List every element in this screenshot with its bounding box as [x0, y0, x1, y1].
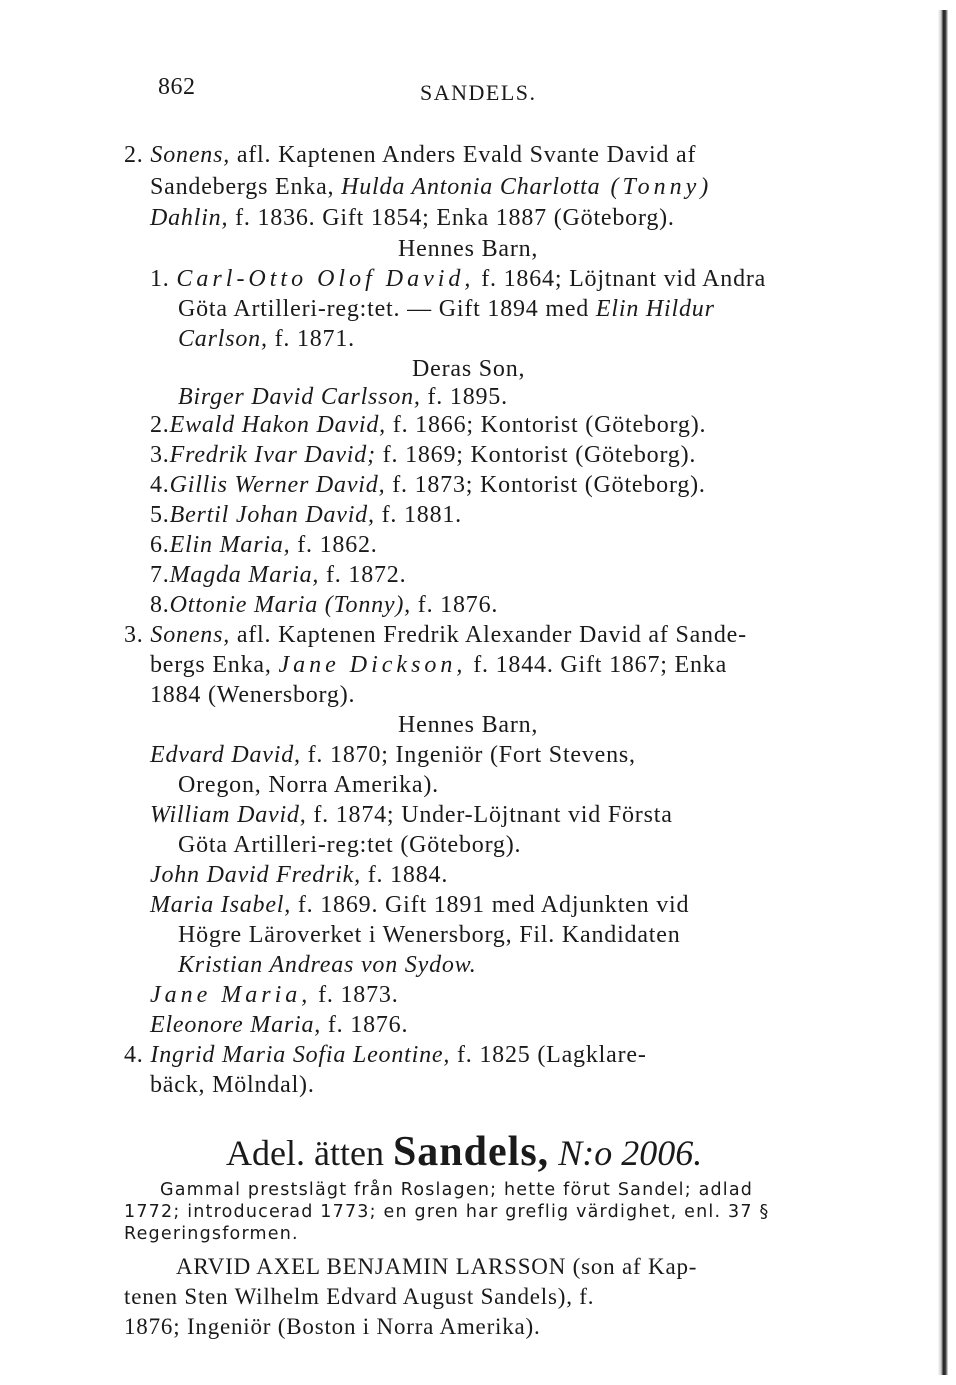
entry-text: f. 1836. Gift 1854; Enka 1887 (Göteborg).	[228, 205, 675, 231]
edvard-line-1	[150, 742, 636, 769]
maria-line-2: Högre Läroverket i Wenersborg, Fil. Kandidaten	[178, 922, 681, 948]
child-1-line-3	[178, 326, 355, 353]
edvard-line-2: Oregon, Norra Amerika).	[178, 772, 439, 798]
person-name: Kristian Andreas von Sydow.	[178, 952, 477, 978]
description-line-3: Regeringsformen.	[124, 1224, 299, 1244]
entry-text: Göta Artilleri-reg:tet. — Gift 1894 med	[178, 296, 596, 322]
maria-line-1	[150, 892, 689, 919]
entry-2-line-2	[150, 174, 712, 201]
person-name: Eleonore Maria,	[150, 1012, 322, 1038]
jane-line	[150, 982, 399, 1009]
page-edge-bar	[938, 10, 948, 1375]
entry-number: 4.	[124, 1042, 144, 1068]
entry-text: afl. Kaptenen Anders Evald Svante David af	[230, 142, 697, 168]
eleonore-line	[150, 1012, 408, 1039]
entry-text: f. 1870; Ingeniör (Fort Stevens,	[300, 742, 636, 768]
arvid-line-3: 1876; Ingeniör (Boston i Norra Amerika).	[124, 1314, 541, 1339]
entry-2-line-3	[150, 205, 675, 232]
children-heading: Hennes Barn,	[398, 236, 539, 262]
person-name: Maria Isabel,	[150, 892, 292, 918]
child-1-line-1	[150, 266, 766, 293]
entry-text: f. 1874; Under-Löjtnant vid Första	[306, 802, 673, 828]
william-line-2: Göta Artilleri-reg:tet (Göteborg).	[178, 832, 522, 858]
maria-line-3	[178, 952, 477, 979]
person-name: Fredrik Ivar David;	[169, 442, 376, 468]
entry-3-line-3: 1884 (Wenersborg).	[150, 682, 356, 708]
entry-3-line-2	[150, 652, 727, 679]
entry-text: f. 1873; Kontorist (Göteborg).	[385, 472, 706, 498]
child-8-line	[150, 592, 498, 619]
child-number: 5.	[150, 502, 170, 528]
child-1-line-2	[178, 296, 715, 323]
entry-text: f. 1866; Kontorist (Göteborg).	[385, 412, 707, 438]
page-number: 862	[158, 74, 196, 100]
text: Sandebergs Enka,	[150, 174, 342, 200]
child-6-line	[150, 532, 378, 559]
child-5-line	[150, 502, 462, 529]
entry-text: f. 1871.	[267, 326, 355, 352]
person-name: William David,	[150, 802, 307, 828]
person-name: John David Fredrik,	[150, 862, 361, 888]
family-name: Sandels,	[392, 1129, 550, 1175]
arvid-line-2: tenen Sten Wilhelm Edvard August Sandels), f.	[124, 1284, 595, 1309]
child-7-line	[150, 562, 406, 589]
child-number: 1.	[150, 266, 170, 292]
person-name: Hulda Antonia Charlotta	[341, 174, 601, 200]
entry-text: f. 1844. Gift 1867; Enka	[466, 652, 728, 678]
child-number: 8.	[150, 592, 170, 618]
entry-text: f. 1881.	[374, 502, 462, 528]
child-2-line	[150, 412, 706, 439]
child-number: 6.	[150, 532, 170, 558]
nickname: (Tonny)	[600, 174, 713, 200]
page-title: SANDELS.	[420, 80, 537, 105]
person-name: Elin Hildur	[595, 296, 715, 322]
person-name: Magda Maria,	[169, 562, 320, 588]
person-name: Birger David Carlsson,	[178, 384, 421, 410]
person-name: Elin Maria,	[169, 532, 291, 558]
person-name: Dahlin,	[150, 205, 229, 231]
description-line-2: 1772; introducerad 1773; en gren har greflig värdighet, enl. 37 §	[124, 1202, 770, 1222]
entry-number: 3.	[124, 622, 144, 648]
person-name: Gillis Werner David,	[169, 472, 386, 498]
person-name: Carlson,	[178, 326, 268, 352]
description-line-1: Gammal prestslägt från Roslagen; hette förut Sandel; adlad	[160, 1180, 754, 1200]
entry-text: f. 1873.	[311, 982, 399, 1008]
children-heading: Hennes Barn,	[398, 712, 539, 738]
entry-label: Sonens,	[150, 622, 231, 648]
entry-text: f. 1869. Gift 1891 med Adjunkten vid	[291, 892, 690, 918]
entry-text: f. 1825 (Lagklare-	[450, 1042, 647, 1068]
child-4-line	[150, 472, 706, 499]
entry-text: f. 1862.	[290, 532, 378, 558]
entry-text: f. 1869; Kontorist (Göteborg).	[375, 442, 697, 468]
family-number: N:o 2006.	[549, 1133, 703, 1173]
entry-text: f. 1876.	[410, 592, 499, 618]
entry-text: f. 1895.	[420, 384, 508, 410]
entry-text: f. 1864; Löjtnant vid Andra	[474, 266, 767, 292]
john-line	[150, 862, 448, 889]
child-number: 3.	[150, 442, 170, 468]
person-name: Carl-Otto Olof David,	[176, 266, 475, 292]
person-name: Ewald Hakon David,	[169, 412, 386, 438]
child-number: 4.	[150, 472, 170, 498]
text: bergs Enka,	[150, 652, 279, 678]
son-heading: Deras Son,	[412, 356, 526, 382]
person-name: Bertil Johan David,	[169, 502, 375, 528]
entry-text: afl. Kaptenen Fredrik Alexander David af Sande-	[230, 622, 747, 648]
entry-number: 2.	[124, 142, 144, 168]
child-3-line	[150, 442, 696, 469]
entry-text: f. 1872.	[319, 562, 407, 588]
entry-3-line-1	[124, 622, 747, 649]
entry-label: Sonens,	[150, 142, 231, 168]
person-name: Jane Maria,	[150, 982, 312, 1008]
person-name: Ottonie Maria (Tonny),	[169, 592, 411, 618]
entry-2-line-1	[124, 142, 696, 169]
entry-text: f. 1876.	[321, 1012, 409, 1038]
child-number: 2.	[150, 412, 170, 438]
william-line-1	[150, 802, 673, 829]
family-heading	[226, 1128, 702, 1176]
person-name: Ingrid Maria Sofia Leontine,	[150, 1042, 451, 1068]
grandson-line	[178, 384, 508, 411]
child-number: 7.	[150, 562, 170, 588]
arvid-line-1: ARVID AXEL BENJAMIN LARSSON (son af Kap-	[176, 1254, 698, 1279]
heading-prefix: Adel. ätten	[226, 1133, 393, 1173]
entry-4-line-1	[124, 1042, 647, 1069]
person-name: Edvard David,	[150, 742, 301, 768]
entry-text: f. 1884.	[360, 862, 449, 888]
entry-4-line-2: bäck, Mölndal).	[150, 1072, 315, 1098]
person-name: Jane Dickson,	[278, 652, 467, 678]
